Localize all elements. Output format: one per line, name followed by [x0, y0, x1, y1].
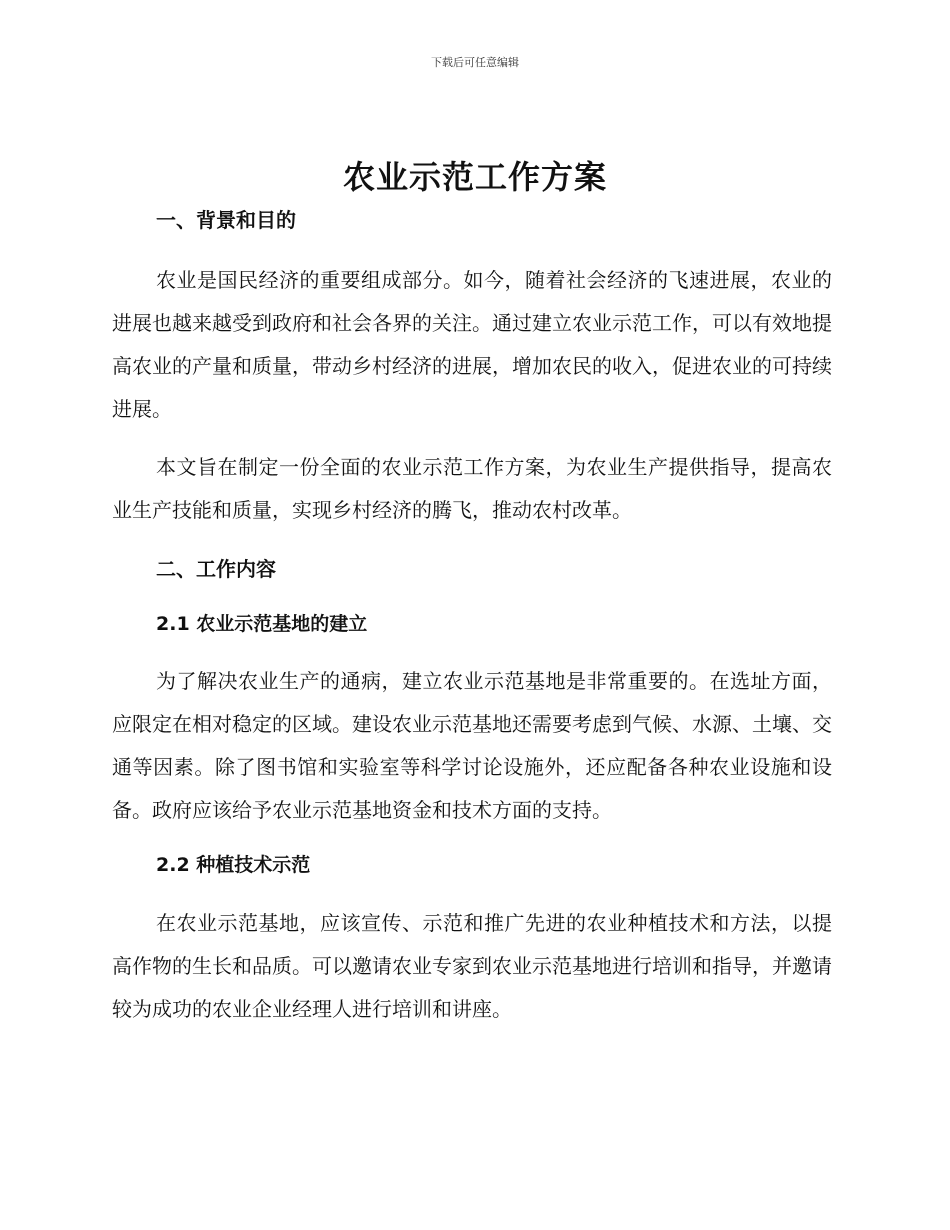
document-title: 农业示范工作方案 [342, 158, 607, 196]
paragraph-demo-base: 为了解决农业生产的通病，建立农业示范基地是非常重要的。在选址方面，应限定在相对稳定的区域。建设农业示范基地还需要考虑到气候、水源、土壤、交通等因素。除了图书馆和实验室等科学讨论设施外，还应配备各种农业设施和设备。政府应该给予农业示范基地资金和技术方面的支持。 [112, 669, 832, 822]
section-heading-background: 一、背景和目的 [156, 208, 296, 232]
subsection-heading-demo-base: 2.1 农业示范基地的建立 [156, 613, 368, 635]
document-body [112, 205, 832, 1031]
paragraph-background-1: 农业是国民经济的重要组成部分。如今，随着社会经济的飞速进展，农业的进展也越来越受到政府和社会各界的关注。通过建立农业示范工作，可以有效地提高农业的产量和质量，带动乡村经济的进展，增加农民的收入，促进农业的可持续进展。 [112, 268, 832, 421]
header-note: 下载后可任意编辑 [431, 56, 519, 69]
section-heading-work-content: 二、工作内容 [156, 557, 276, 581]
paragraph-background-2: 本文旨在制定一份全面的农业示范工作方案，为农业生产提供指导，提高农业生产技能和质量，实现乡村经济的腾飞，推动农村改革。 [112, 455, 832, 522]
paragraph-planting-tech: 在农业示范基地，应该宣传、示范和推广先进的农业种植技术和方法，以提高作物的生长和品质。可以邀请农业专家到农业示范基地进行培训和指导，并邀请较为成功的农业企业经理人进行培训和讲座。 [112, 911, 832, 1021]
subsection-heading-planting-tech: 2.2 种植技术示范 [156, 854, 311, 876]
